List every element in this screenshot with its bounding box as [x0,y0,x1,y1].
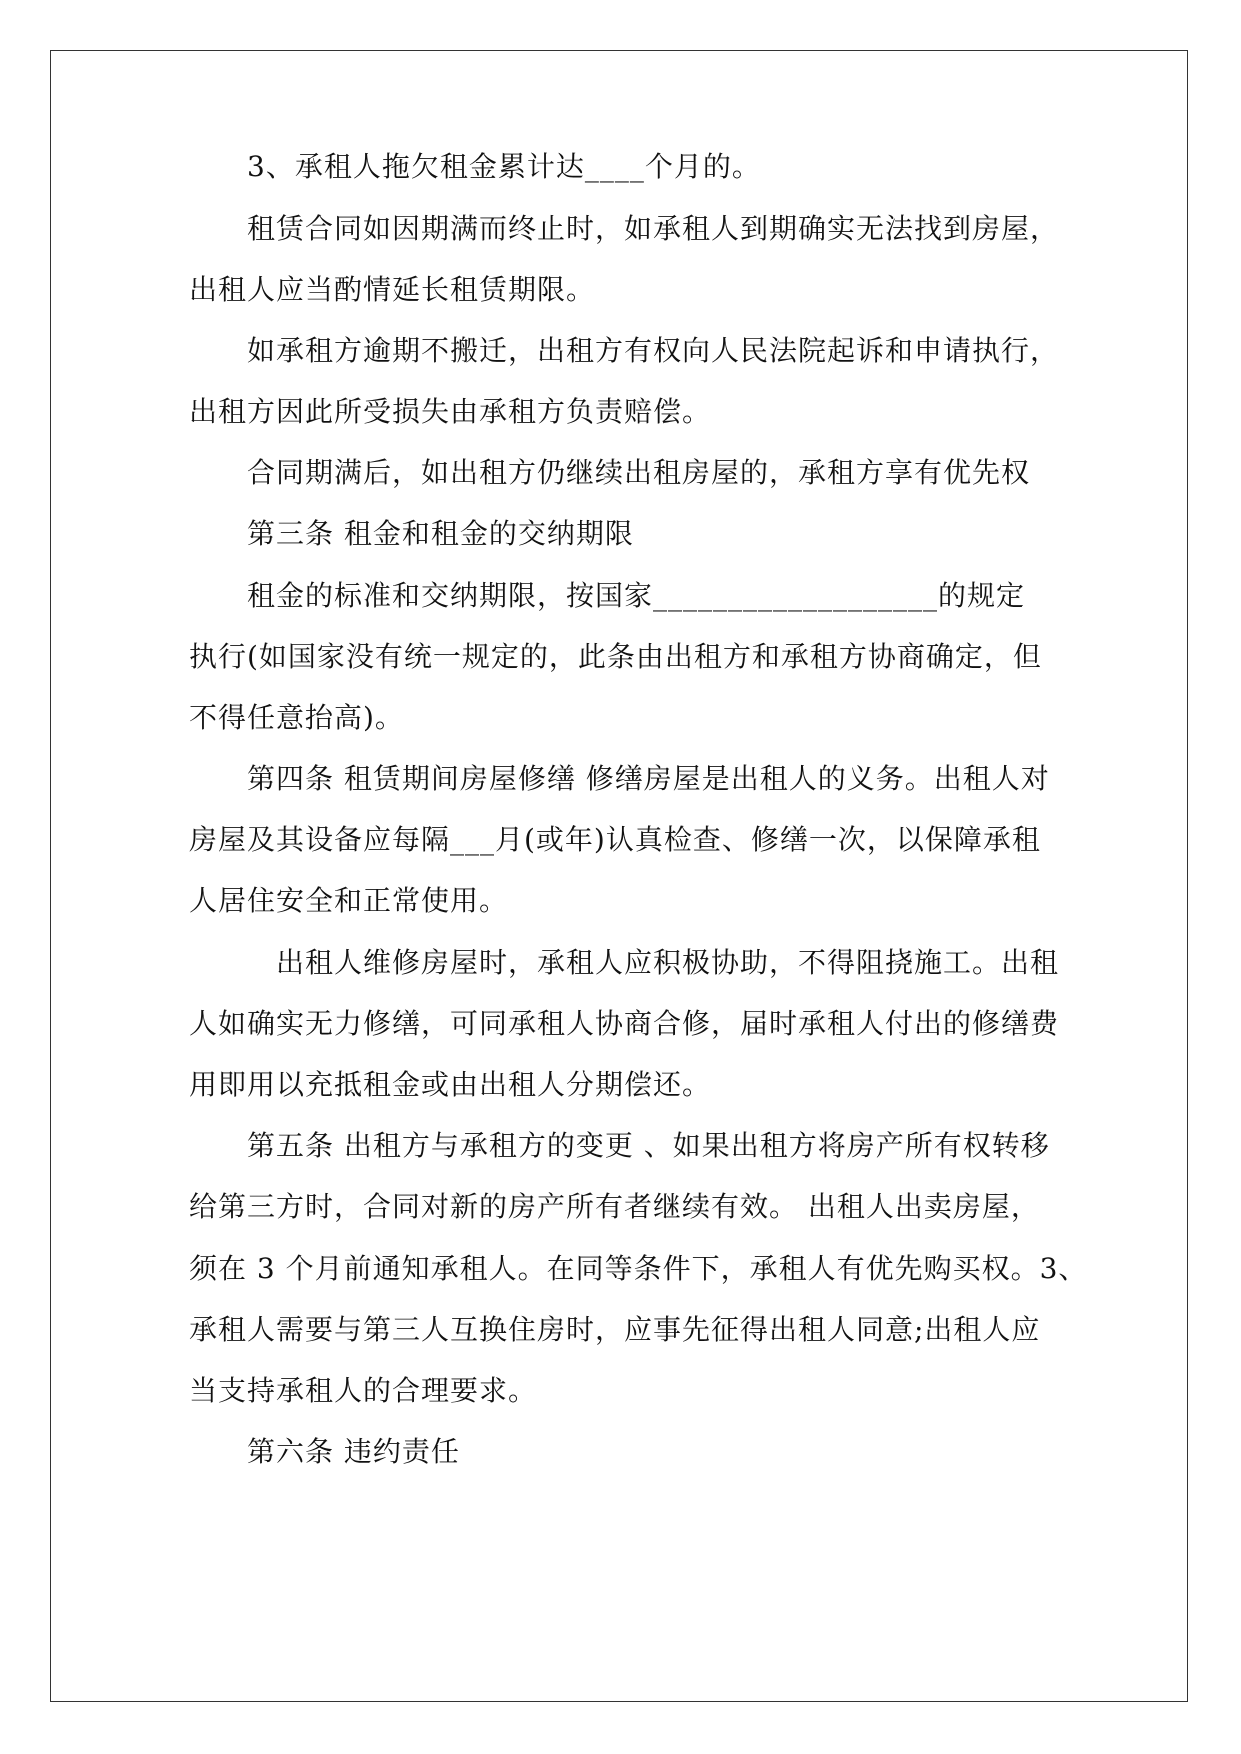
article-3-heading: 第三条 租金和租金的交纳期限 [247,517,634,550]
repair-paragraph-line-3: 用即用以充抵租金或由出租人分期偿还。 [189,1068,712,1101]
paragraph-overdue-move-line-2: 出租方因此所受损失由承租方负责赔偿。 [189,395,712,428]
article-5-line-2: 给第三方时，合同对新的房产所有者继续有效。 出租人出卖房屋， [189,1190,1040,1223]
article-4-line-3: 人居住安全和正常使用。 [189,884,509,917]
article-5-line-3: 须在 3 个月前通知承租人。在同等条件下，承租人有优先购买权。3、 [189,1252,1088,1285]
article-3-line-2: 执行(如国家没有统一规定的，此条由出租方和承租方协商确定，但 [189,640,1042,673]
paragraph-lease-expiry-line-1: 租赁合同如因期满而终止时，如承租人到期确实无法找到房屋， [247,212,1060,245]
paragraph-lease-expiry-line-2: 出租人应当酌情延长租赁期限。 [189,273,596,306]
paragraph-overdue-move-line-1: 如承租方逾期不搬迁，出租方有权向人民法院起诉和申请执行， [247,334,1060,367]
article-5-line-5: 当支持承租人的合理要求。 [189,1374,538,1407]
paragraph-priority-right: 合同期满后，如出租方仍继续出租房屋的，承租方享有优先权 [247,456,1031,489]
article-6-heading: 第六条 违约责任 [247,1435,460,1468]
article-4-line-2: 房屋及其设备应每隔___月(或年)认真检查、修缮一次，以保障承租 [189,823,1041,856]
article-5-line-4: 承租人需要与第三人互换住房时，应事先征得出租人同意;出租人应 [189,1313,1041,1346]
article-5-line-1: 第五条 出租方与承租方的变更 、如果出租方将房产所有权转移 [247,1129,1050,1162]
clause-3-rent-arrears: 3、承租人拖欠租金累计达____个月的。 [247,150,761,183]
article-4-line-1: 第四条 租赁期间房屋修缮 修缮房屋是出租人的义务。出租人对 [247,762,1050,795]
repair-paragraph-line-2: 人如确实无力修缮，可同承租人协商合修，届时承租人付出的修缮费 [189,1007,1060,1040]
article-3-line-3: 不得任意抬高)。 [189,701,404,734]
article-3-line-1: 租金的标准和交纳期限，按国家___________________的规定 [247,579,1026,612]
repair-paragraph-line-1: 出租人维修房屋时，承租人应积极协助，不得阻挠施工。出租 [276,946,1060,979]
